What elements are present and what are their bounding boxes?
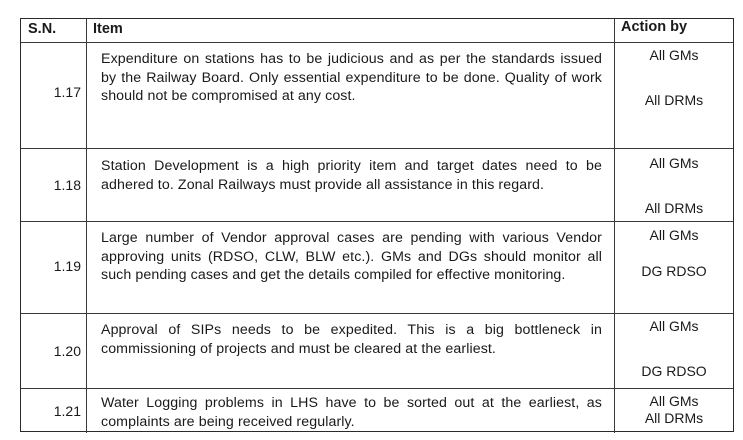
table-row bbox=[21, 43, 733, 149]
item-cell bbox=[87, 149, 615, 221]
item-cell bbox=[87, 389, 615, 433]
item-text: Large number of Vendor approval cases are pending with various Vendor approving units (RDSO, CLW, BLW etc.). GMs and DGs should monitor all such pending cases and get the details compiled for effective monitoring. bbox=[101, 230, 602, 284]
table-row bbox=[21, 389, 733, 433]
serial-number: 1.20 bbox=[53, 343, 81, 359]
header-action-by: Action by bbox=[621, 19, 688, 35]
action-by-secondary: DG RDSO bbox=[641, 363, 707, 379]
sn-cell bbox=[21, 314, 87, 388]
serial-number: 1.18 bbox=[53, 177, 81, 193]
action-by-secondary: DG RDSO bbox=[641, 263, 707, 279]
action-cell bbox=[615, 149, 733, 221]
action-cell bbox=[615, 389, 733, 433]
action-cell bbox=[615, 43, 733, 148]
header-sn-cell bbox=[21, 19, 87, 42]
action-cell bbox=[615, 222, 733, 313]
item-cell bbox=[87, 43, 615, 148]
action-by-primary: All GMs bbox=[649, 318, 699, 334]
action-table bbox=[20, 18, 734, 432]
table-row bbox=[21, 222, 733, 314]
item-text: Station Development is a high priority item and target dates need to be adhered to. Zonal Railways must provide all assistance in this regard. bbox=[101, 158, 602, 193]
item-text: Water Logging problems in LHS have to be sorted out at the earliest, as complaints are being received regularly. bbox=[101, 395, 602, 430]
action-by-secondary: All DRMs bbox=[644, 410, 704, 426]
action-by-primary: All GMs bbox=[649, 155, 699, 171]
table-header-row bbox=[21, 19, 733, 43]
item-cell bbox=[87, 314, 615, 388]
item-text: Approval of SIPs needs to be expedited. This is a big bottleneck in commissioning of projects and must be cleared at the earliest. bbox=[101, 322, 602, 357]
action-by-primary: All GMs bbox=[649, 227, 699, 243]
header-item: Item bbox=[93, 21, 123, 37]
table-row bbox=[21, 314, 733, 389]
action-by-secondary: All DRMs bbox=[644, 200, 704, 216]
serial-number: 1.19 bbox=[53, 258, 81, 274]
action-by-secondary: All DRMs bbox=[644, 92, 704, 108]
action-cell bbox=[615, 314, 733, 388]
table-row bbox=[21, 149, 733, 222]
action-by-primary: All GMs bbox=[649, 393, 699, 409]
sn-cell bbox=[21, 43, 87, 148]
sn-cell bbox=[21, 222, 87, 313]
serial-number: 1.21 bbox=[53, 403, 81, 419]
item-cell bbox=[87, 222, 615, 313]
sn-cell bbox=[21, 149, 87, 221]
sn-cell bbox=[21, 389, 87, 433]
serial-number: 1.17 bbox=[53, 84, 81, 100]
action-by-primary: All GMs bbox=[649, 47, 699, 63]
header-item-cell bbox=[87, 19, 615, 42]
header-action-cell bbox=[615, 19, 733, 42]
item-text: Expenditure on stations has to be judicious and as per the standards issued by the Railway Board. Only essential expenditure to be done. Quality of work should not be compromised at any cost. bbox=[101, 51, 602, 105]
header-sn: S.N. bbox=[28, 21, 57, 37]
